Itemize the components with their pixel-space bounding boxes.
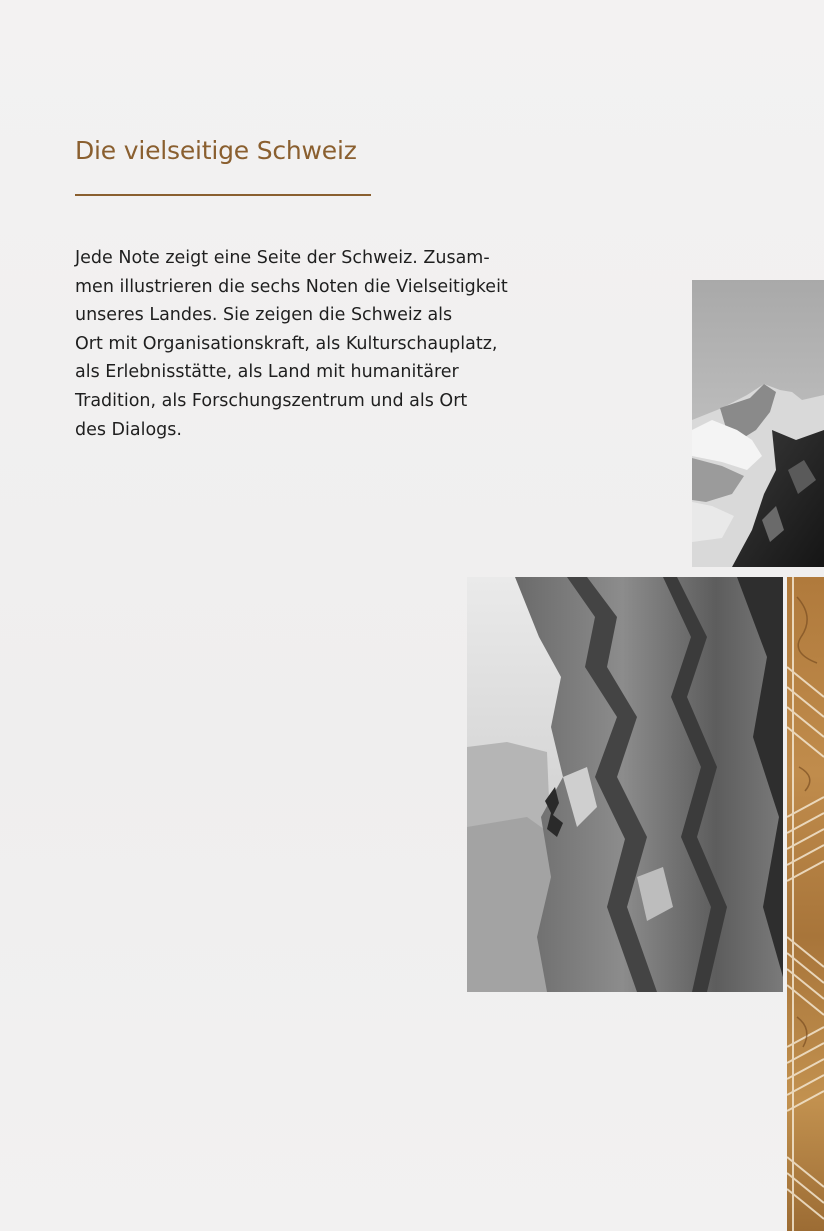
mountain-photo bbox=[692, 280, 824, 567]
body-line: Tradition, als Forschungszentrum und als Ort bbox=[75, 390, 468, 411]
body-line: Jede Note zeigt eine Seite der Schweiz. Zusam- bbox=[75, 248, 490, 268]
body-line: Ort mit Organisationskraft, als Kulturschauplatz, bbox=[75, 333, 498, 354]
cliff-photo bbox=[467, 577, 783, 992]
body-line: als Erlebnisstätte, als Land mit humanitärer bbox=[75, 362, 459, 383]
body-line: men illustrieren die sechs Noten die Vielseitigkeit bbox=[75, 276, 508, 297]
title-underline bbox=[75, 194, 371, 196]
banknote-strip bbox=[787, 577, 824, 1231]
body-line: des Dialogs. bbox=[75, 419, 182, 440]
page-title: Die vielseitige Schweiz bbox=[75, 136, 357, 165]
body-line: unseres Landes. Sie zeigen die Schweiz als bbox=[75, 305, 453, 326]
body-paragraph bbox=[75, 244, 545, 444]
